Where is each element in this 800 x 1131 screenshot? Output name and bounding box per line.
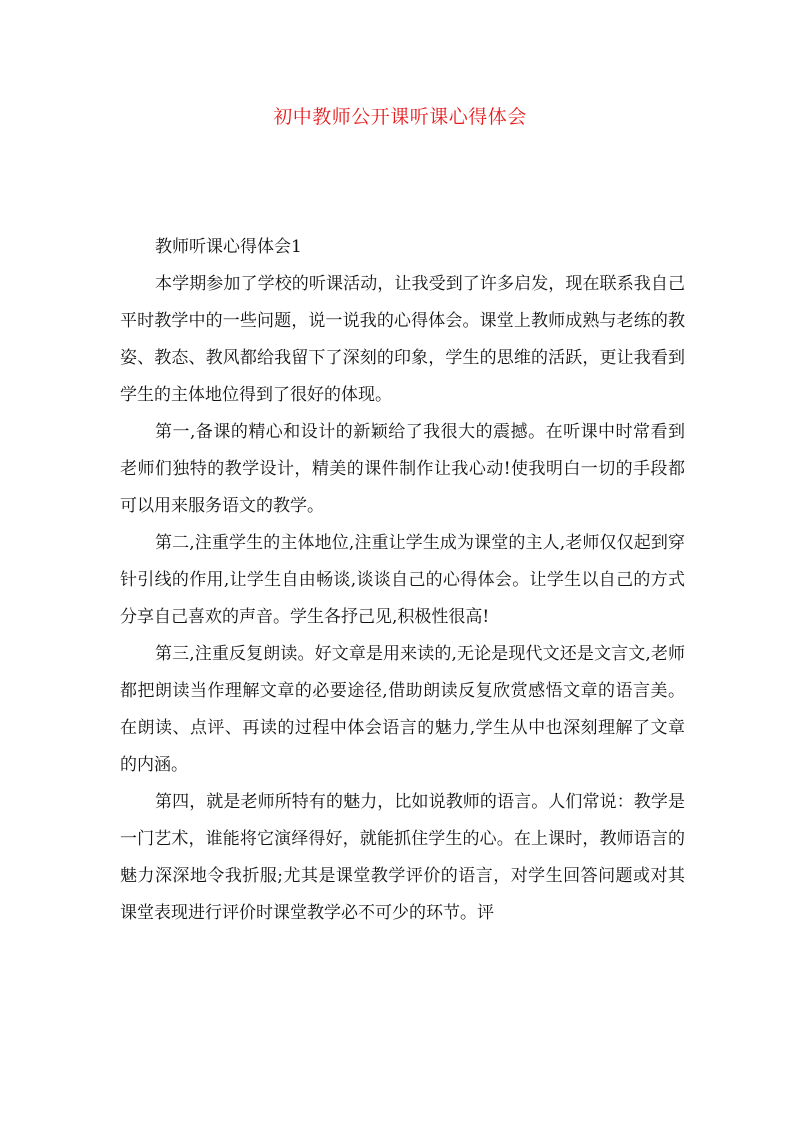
section-heading: 教师听课心得体会1 xyxy=(155,237,302,257)
document-body xyxy=(120,229,685,932)
paragraph-3: 第二,注重学生的主体地位,注重让学生成为课堂的主人,老师仅仅起到穿针引线的作用,让学生自由畅谈,谈谈自己的心得体会。让学生以自己的方式分享自己喜欢的声音。学生各抒己见,积极性很高! xyxy=(120,533,685,627)
document-title: 初中教师公开课听课心得体会 xyxy=(273,106,527,128)
paragraph-4: 第三,注重反复朗读。好文章是用来读的,无论是现代文还是文言文,老师都把朗读当作理解文章的必要途径,借助朗读反复欣赏感悟文章的语言美。在朗读、点评、再读的过程中体会语言的魅力,学生从中也深刻理解了文章的内涵。 xyxy=(120,644,685,775)
paragraph-1: 本学期参加了学校的听课活动，让我受到了许多启发，现在联系我自己平时教学中的一些问题，说一说我的心得体会。课堂上教师成熟与老练的教姿、教态、教风都给我留下了深刻的印象，学生的思维的活跃，更让我看到学生的主体地位得到了很好的体现。 xyxy=(120,274,685,405)
paragraph-2: 第一,备课的精心和设计的新颖给了我很大的震撼。在听课中时常看到老师们独特的教学设计，精美的课件制作让我心动!使我明白一切的手段都可以用来服务语文的教学。 xyxy=(120,422,685,516)
paragraph-5: 第四，就是老师所特有的魅力，比如说教师的语言。人们常说：教学是一门艺术，谁能将它演绎得好，就能抓住学生的心。在上课时，教师语言的魅力深深地令我折服;尤其是课堂教学评价的语言，对学生回答问题或对其课堂表现进行评价时课堂教学必不可少的环节。评 xyxy=(120,792,685,923)
